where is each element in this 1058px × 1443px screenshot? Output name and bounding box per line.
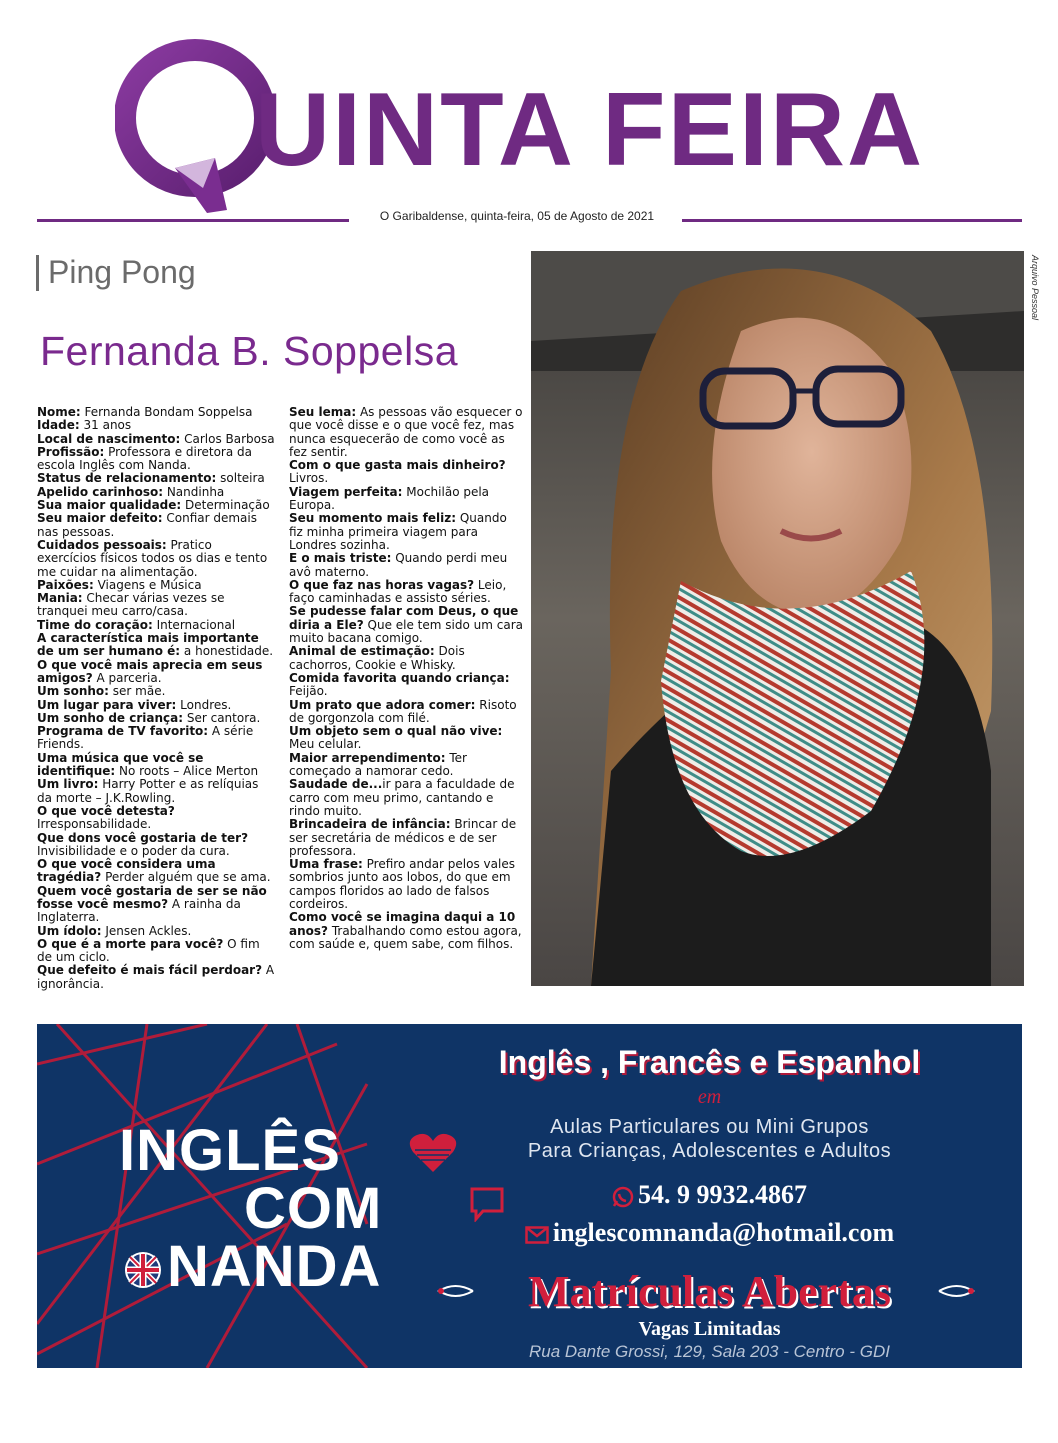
interview-answer: Mochilão pela Europa. bbox=[289, 484, 490, 513]
interview-answer: Quando perdi meu avô materno. bbox=[289, 551, 508, 579]
interview-entry bbox=[37, 472, 275, 485]
interview-entry bbox=[289, 911, 523, 951]
photo-credit: Arquivo Pessoal bbox=[1030, 255, 1040, 321]
interview-answer: Pratico exercícios físicos todos os dias e tento me cuidar na alimentação. bbox=[37, 537, 268, 579]
interview-column-1 bbox=[37, 406, 275, 991]
interview-answer: Carlos Barbosa bbox=[180, 431, 275, 446]
interview-question: O que faz nas horas vagas? bbox=[289, 577, 475, 592]
interview-question: Status de relacionamento: bbox=[37, 471, 217, 486]
interview-question: Viagem perfeita: bbox=[289, 484, 403, 499]
interview-answer: A série Friends. bbox=[37, 724, 254, 752]
interview-question: Um ídolo: bbox=[37, 923, 102, 938]
interview-question: O que você considera uma tragédia? bbox=[37, 857, 216, 885]
interview-question: A característica mais importante de um ser humano é: bbox=[37, 631, 259, 659]
interview-answer: ir para a faculdade de carro com meu primo, cantando e rindo muito. bbox=[289, 777, 515, 818]
interview-answer: Ter começado a namorar cedo. bbox=[289, 750, 467, 779]
interview-answer: Confiar demais nas pessoas. bbox=[37, 511, 257, 539]
interview-answer: Checar várias vezes se tranquei meu carro/casa. bbox=[37, 591, 225, 619]
interview-answer: Professora e diretora da escola Inglês com Nanda. bbox=[37, 444, 253, 473]
interview-question: Cuidados pessoais: bbox=[37, 537, 167, 552]
interview-answer: Fernanda Bondam Soppelsa bbox=[80, 405, 253, 419]
address: Rua Dante Grossi, 129, Sala 203 - Centro - GDI bbox=[529, 1342, 890, 1361]
interview-answer: Jensen Ackles. bbox=[101, 923, 192, 938]
interview-answer: solteira bbox=[216, 471, 265, 486]
interview-question: Com o que gasta mais dinheiro? bbox=[289, 458, 506, 473]
interview-question: O que é a morte para você? bbox=[37, 936, 224, 951]
envelope-icon bbox=[525, 1226, 549, 1244]
interview-question: Time do coração: bbox=[37, 617, 153, 632]
interview-question: Como você se imagina daqui a 10 anos? bbox=[289, 910, 516, 938]
limited-spots: Vagas Limitadas bbox=[638, 1318, 781, 1340]
interview-entry bbox=[289, 459, 523, 486]
interview-entry bbox=[289, 605, 523, 645]
interview-entry bbox=[289, 778, 523, 818]
interview-answer: Trabalhando como estou agora, com saúde e, quem sabe, com filhos. bbox=[289, 923, 522, 951]
interview-answer: Risoto de gorgonzola com filé. bbox=[289, 697, 517, 725]
email-address: inglescomnanda@hotmail.com bbox=[552, 1218, 895, 1247]
interview-entry bbox=[37, 659, 275, 686]
interview-entry bbox=[37, 699, 275, 712]
interview-entry bbox=[289, 552, 523, 579]
interview-answer: Quando fiz minha primeira viagem para Londres sozinha. bbox=[289, 511, 507, 552]
interview-entry bbox=[37, 592, 275, 619]
interview-entry bbox=[37, 486, 275, 499]
interviewee-name: Fernanda B. Soppelsa bbox=[40, 328, 458, 374]
interview-answer: A parceria. bbox=[92, 670, 162, 685]
interview-entry bbox=[37, 619, 275, 632]
interview-answer: Viagens e Música bbox=[93, 577, 202, 592]
interview-question: Animal de estimação: bbox=[289, 644, 435, 659]
email-contact bbox=[397, 1218, 1022, 1248]
interview-entry bbox=[37, 579, 275, 592]
interview-question: Um objeto sem o qual não vive: bbox=[289, 724, 503, 739]
interview-entry bbox=[289, 725, 523, 752]
interview-question: O que você mais aprecia em seus amigos? bbox=[37, 657, 263, 685]
interview-question: Uma música que você se identifique: bbox=[37, 750, 204, 779]
interview-question: Que dons você gostaria de ter? bbox=[37, 830, 249, 845]
q-logo-letter bbox=[115, 38, 275, 213]
interview-answer: ser mãe. bbox=[108, 684, 166, 699]
masthead-title: UINTA FEIRA bbox=[255, 72, 925, 188]
interview-answer: a honestidade. bbox=[180, 644, 274, 659]
interview-answer: O fim de um ciclo. bbox=[37, 936, 260, 965]
interview-entry bbox=[37, 499, 275, 512]
masthead-rule-right bbox=[682, 219, 1022, 222]
interview-answer: Brincar de ser secretária de médicos e de ser professora. bbox=[289, 817, 517, 858]
interview-entry bbox=[289, 858, 523, 911]
interview-answer: Prefiro andar pelos vales sombrios junto aos lobos, do que em campos floridos ao lado de falsos cordeiros. bbox=[289, 857, 515, 911]
interview-entry bbox=[289, 672, 523, 699]
interview-answer: Livros. bbox=[289, 471, 329, 486]
interview-entry bbox=[289, 818, 523, 858]
interview-question: Paixões: bbox=[37, 577, 94, 592]
interview-question: E o mais triste: bbox=[289, 551, 392, 566]
interview-entry bbox=[37, 632, 275, 659]
masthead-rule-left bbox=[37, 219, 349, 222]
interview-answer: Londres. bbox=[176, 697, 232, 712]
interview-answer: Ser cantora. bbox=[183, 710, 261, 725]
dateline: O Garibaldense, quinta-feira, 05 de Agosto de 2021 bbox=[379, 209, 655, 223]
interview-answer: Que ele tem sido um cara muito bacana comigo. bbox=[289, 617, 523, 646]
interview-entry bbox=[37, 778, 275, 805]
interview-question: Quem você gostaria de ser se não fosse você mesmo? bbox=[37, 883, 267, 911]
interview-entry bbox=[37, 685, 275, 698]
interview-entry bbox=[37, 938, 275, 965]
interview-entry bbox=[289, 752, 523, 779]
interview-question: Profissão: bbox=[37, 444, 105, 459]
interview-entry bbox=[37, 419, 275, 432]
brand-line-2: COM bbox=[244, 1176, 383, 1241]
interview-answer: Meu celular. bbox=[289, 737, 362, 752]
interview-question: Seu maior defeito: bbox=[37, 511, 163, 526]
interview-question: Que defeito é mais fácil perdoar? bbox=[37, 963, 263, 978]
interview-entry bbox=[37, 712, 275, 725]
interview-question: Mania: bbox=[37, 591, 83, 606]
brand-line-3: NANDA bbox=[167, 1234, 382, 1299]
interview-question: Seu lema: bbox=[289, 405, 357, 419]
interview-question: Se pudesse falar com Deus, o que diria a Ele? bbox=[289, 604, 519, 632]
interview-question: Comida favorita quando criança: bbox=[289, 670, 510, 685]
interview-entry bbox=[289, 579, 523, 606]
em-word: em bbox=[697, 1086, 722, 1108]
masthead bbox=[0, 0, 1058, 230]
interview-question: Um sonho: bbox=[37, 684, 109, 699]
interview-question: Apelido carinhoso: bbox=[37, 484, 164, 499]
interview-entry bbox=[37, 858, 275, 885]
interview-entry bbox=[37, 885, 275, 925]
flourish-right-icon bbox=[937, 1276, 977, 1306]
interview-question: Uma frase: bbox=[289, 857, 363, 872]
interview-answer: Perder alguém que se ama. bbox=[101, 870, 271, 885]
interview-entry bbox=[37, 805, 275, 832]
interview-entry bbox=[289, 512, 523, 552]
advertisement bbox=[37, 1024, 1022, 1368]
interview-answer: Harry Potter e as relíquias da morte – J.K.Rowling. bbox=[37, 777, 259, 805]
interview-question: Um lugar para viver: bbox=[37, 697, 177, 712]
brand-line-1: INGLÊS bbox=[119, 1118, 341, 1183]
interview-entry bbox=[37, 446, 275, 473]
interview-question: Idade: bbox=[37, 418, 80, 433]
languages-heading: Inglês , Francês e Espanhol bbox=[498, 1044, 921, 1080]
interview-entry bbox=[37, 406, 275, 419]
interview-entry bbox=[37, 433, 275, 446]
interview-question: Brincadeira de infância: bbox=[289, 817, 451, 832]
interview-entry bbox=[37, 832, 275, 859]
interview-answer: A ignorância. bbox=[37, 963, 275, 991]
interview-question: Um sonho de criança: bbox=[37, 710, 184, 725]
interview-question: Local de nascimento: bbox=[37, 431, 181, 446]
interview-question: Sua maior qualidade: bbox=[37, 498, 182, 513]
interview-question: Um prato que adora comer: bbox=[289, 697, 476, 712]
interview-entry bbox=[37, 512, 275, 539]
interview-question: Saudade de... bbox=[289, 777, 383, 792]
interview-entry bbox=[289, 645, 523, 672]
interview-question: Maior arrependimento: bbox=[289, 750, 446, 765]
interview-entry bbox=[37, 925, 275, 938]
interview-entry bbox=[37, 725, 275, 752]
interview-column-2 bbox=[289, 406, 523, 951]
interview-entry bbox=[289, 699, 523, 726]
classes-line-2: Para Crianças, Adolescentes e Adultos bbox=[527, 1140, 892, 1162]
interview-answer: As pessoas vão esquecer o que você disse e o que você fez, mas nunca esquecerão de como você as fez sentir. bbox=[289, 405, 523, 459]
interview-answer: No roots – Alice Merton bbox=[115, 764, 259, 779]
interview-question: Um livro: bbox=[37, 777, 99, 792]
section-label: Ping Pong bbox=[48, 254, 196, 290]
interview-entry bbox=[289, 486, 523, 513]
interview-answer: 31 anos bbox=[79, 418, 132, 433]
classes-line-1: Aulas Particulares ou Mini Grupos bbox=[550, 1116, 869, 1138]
interview-entry bbox=[37, 752, 275, 779]
portrait-photo bbox=[531, 251, 1024, 986]
interview-answer: A rainha da Inglaterra. bbox=[37, 896, 241, 925]
interview-entry bbox=[37, 964, 275, 991]
interview-question: Seu momento mais feliz: bbox=[289, 511, 456, 526]
interview-answer: Nandinha bbox=[163, 484, 225, 499]
interview-answer: Feijão. bbox=[289, 684, 328, 699]
interview-entry bbox=[289, 406, 523, 459]
whatsapp-icon bbox=[612, 1186, 634, 1208]
interview-question: Programa de TV favorito: bbox=[37, 724, 209, 739]
interview-answer: Leio, faço caminhadas e assisto séries. bbox=[289, 577, 507, 606]
phone-number: 54. 9 9932.4867 bbox=[638, 1180, 807, 1209]
interview-answer: Determinação bbox=[181, 498, 270, 513]
interview-entry bbox=[37, 539, 275, 579]
enrollment-banner: Matrículas Abertas bbox=[528, 1267, 891, 1316]
section-marker bbox=[36, 255, 39, 291]
interview-answer: Invisibilidade e o poder da cura. bbox=[37, 843, 230, 858]
phone-contact bbox=[397, 1180, 1022, 1210]
interview-answer: Internacional bbox=[152, 617, 236, 632]
interview-answer: Irresponsabilidade. bbox=[37, 817, 152, 832]
interview-answer: Dois cachorros, Cookie e Whisky. bbox=[289, 644, 465, 672]
interview-question: Nome: bbox=[37, 405, 81, 419]
uk-flag-icon bbox=[125, 1252, 161, 1288]
interview-question: O que você detesta? bbox=[37, 803, 175, 818]
